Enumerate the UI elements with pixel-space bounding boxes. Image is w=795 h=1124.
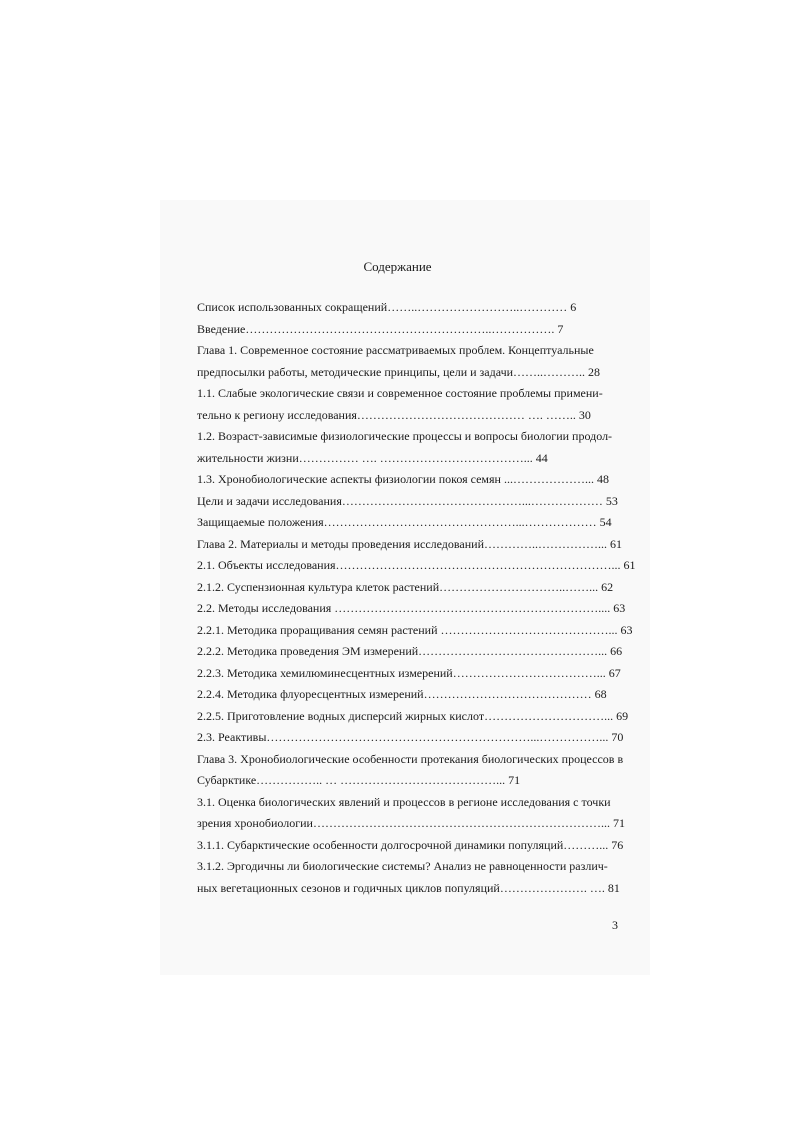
toc-line: 2.2.1. Методика проращивания семян растений ……………………………………... 63: [197, 622, 633, 637]
toc-line: 2.3. Реактивы…………………………………………………………...……………... 70: [197, 730, 624, 744]
toc-line: Глава 1. Современное состояние рассматриваемых проблем. Концептуальные: [197, 343, 594, 357]
toc-line: Субарктике…………….. … …………………………………... 71: [197, 773, 521, 787]
table-of-contents: [197, 297, 637, 899]
toc-line: Глава 3. Хронобиологические особенности протекания биологических процессов в: [197, 751, 624, 766]
toc-line: 2.2. Методы исследования ………………………………………………………….... 63: [197, 601, 626, 615]
document-title: Содержание: [363, 259, 432, 274]
toc-line: 3.1.2. Эргодичны ли биологические системы? Анализ не равноценности различ-: [197, 859, 608, 873]
toc-line: тельно к региону исследования…………………………………… …. …….. 30: [197, 407, 591, 422]
toc-line: Глава 2. Материалы и методы проведения исследований…………..……………... 61: [197, 536, 623, 551]
toc-line: предпосылки работы, методические принципы, цели и задачи……..……….. 28: [197, 364, 601, 379]
toc-line: жительности жизни…………… …. ………………………………... 44: [197, 450, 548, 465]
toc-line: 3.1. Оценка биологических явлений и процессов в регионе исследования с точки: [197, 794, 611, 809]
toc-line: Защищаемые положения…………………………………………...……………… 54: [197, 515, 612, 529]
toc-line: 1.3. Хронобиологические аспекты физиологии покоя семян ...………………... 48: [197, 472, 609, 486]
toc-line: 1.1. Слабые экологические связи и современное состояние проблемы примени-: [197, 386, 603, 400]
toc-line: зрения хронобиологии………………………………………………………………... 71: [197, 816, 625, 830]
toc-line: 2.1.2. Суспензионная культура клеток растений…………………………..……... 62: [197, 579, 614, 594]
toc-line: 2.1. Объекты исследования……………………………………………………………... 61: [197, 558, 636, 572]
toc-line: 2.2.2. Методика проведения ЭМ измерений………………………………………... 66: [197, 644, 623, 658]
page-number: 3: [612, 918, 618, 932]
toc-line: ных вегетационных сезонов и годичных циклов популяций…………………. …. 81: [197, 880, 620, 895]
toc-line: 2.2.3. Методика хемилюминесцентных измерений………………………………... 67: [197, 665, 621, 680]
toc-line: 3.1.1. Субарктические особенности долгосрочной динамики популяций………... 76: [197, 837, 624, 852]
toc-line: Введение……………………………………………………..……………. 7: [197, 321, 564, 336]
toc-line: 1.2. Возраст-зависимые физиологические процессы и вопросы биологии продол-: [197, 429, 613, 443]
toc-line: 2.2.4. Методика флуоресцентных измерений…………………………………… 68: [197, 687, 607, 701]
toc-line: Цели и задачи исследования………………………………………...……………… 53: [197, 493, 618, 508]
toc-line: 2.2.5. Приготовление водных дисперсий жирных кислот…………………………... 69: [197, 708, 629, 723]
toc-line: Список использованных сокращений……..……………………..………… 6: [197, 300, 577, 314]
